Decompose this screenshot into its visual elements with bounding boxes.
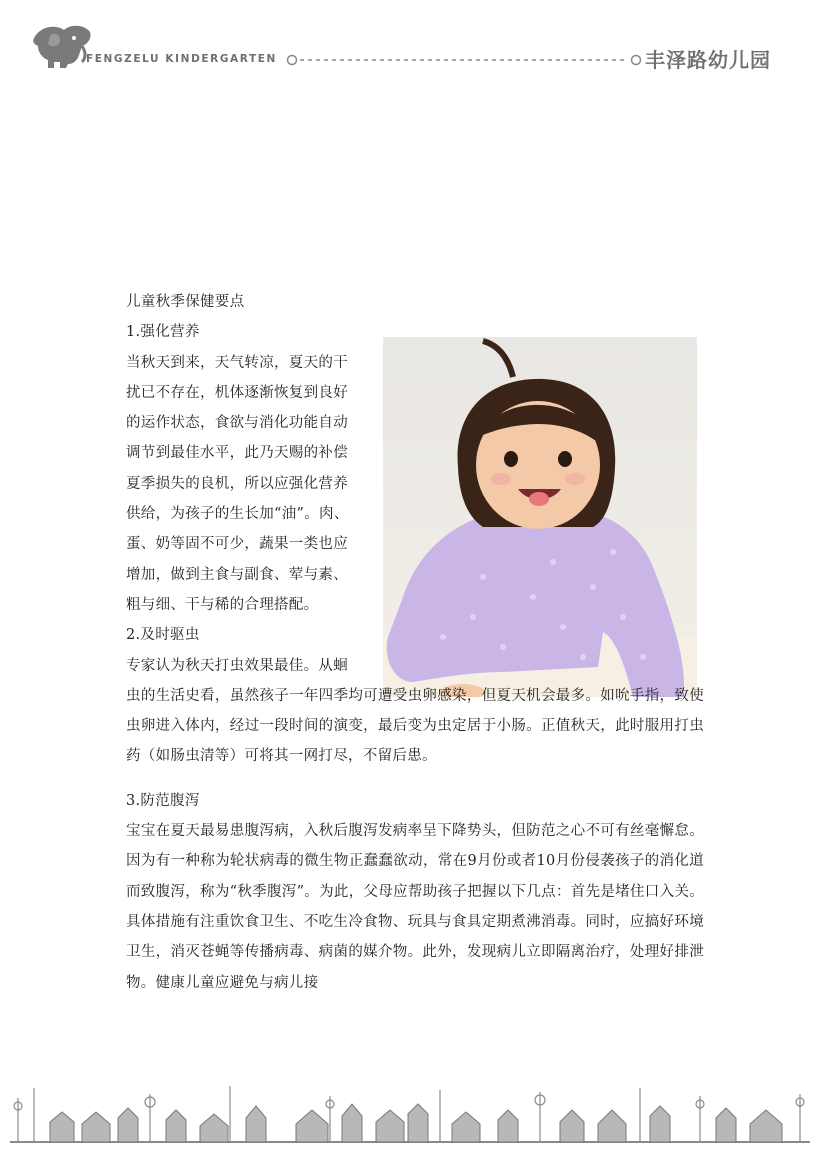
section-1-heading: 1.强化营养: [126, 324, 200, 341]
text-line: 夏季损失的良机，所以应强化营养: [126, 475, 348, 492]
text-line: 增加，做到主食与副食、荤与素、: [126, 566, 348, 583]
section-3-text: 宝宝在夏天最易患腹泻病，入秋后腹泻发病率呈下降势头，但防范之心不可有丝毫懈怠。因为有一种称为轮状病毒的微生物正蠢蠢欲动，常在9月份或者10月份侵袭孩子的消化道而致腹泻，称为“秋季腹泻”。为此，父母应帮助孩子把握以下几点：首先是堵住口入关。具体措施有注重饮食卫生、不吃生冷食物、玩具与食具定期煮沸消毒。同时，应搞好环境卫生，消灭苍蝇等传播病毒、病菌的媒介物。此外，发现病儿立即隔离治疗，处理好排泄物。健康儿童应避免与病儿接: [126, 823, 704, 991]
footer-houses-decoration: [0, 1078, 827, 1148]
text-line: 调节到最佳水平，此乃天赐的补偿: [126, 445, 348, 462]
text-line: 当秋天到来，天气转凉，夏天的干: [126, 354, 348, 371]
section-3-heading: 3.防范腹泻: [126, 792, 200, 809]
text-line: 扰已不存在，机体逐渐恢复到良好: [126, 384, 348, 401]
text-line: 粗与细、干与稀的合理搭配。: [126, 596, 319, 613]
header-dashed-line: [286, 54, 642, 66]
paragraph-gap: [126, 772, 704, 786]
section-2-heading: 2.及时驱虫: [126, 627, 200, 644]
article-title: 儿童秋季保健要点: [126, 294, 245, 310]
elephant-logo-icon: [30, 22, 94, 70]
logo-text: FENGZELU KINDERGARTEN: [86, 53, 277, 65]
section-2-first-line: 专家认为秋天打虫效果最佳。从蛔: [126, 657, 348, 674]
article-body: [126, 287, 704, 998]
section-1-text: [126, 348, 381, 621]
text-line: 的运作状态，食欲与消化功能自动: [126, 415, 348, 432]
section-2-text: 虫的生活史看，虽然孩子一年四季均可遭受虫卵感染，但夏天机会最多。如吮手指，致使虫卵进入体内，经过一段时间的演变，最后变为虫定居于小肠。正值秋天，此时服用打虫药（如肠虫清等）可将其一网打尽，不留后患。: [126, 687, 704, 765]
text-line: 蛋、奶等固不可少，蔬果一类也应: [126, 536, 348, 553]
brand-name-cn: 丰泽路幼儿园: [645, 48, 771, 72]
page-header: [0, 0, 827, 80]
text-line: 供给，为孩子的生长加“油”。肉、: [126, 506, 349, 523]
